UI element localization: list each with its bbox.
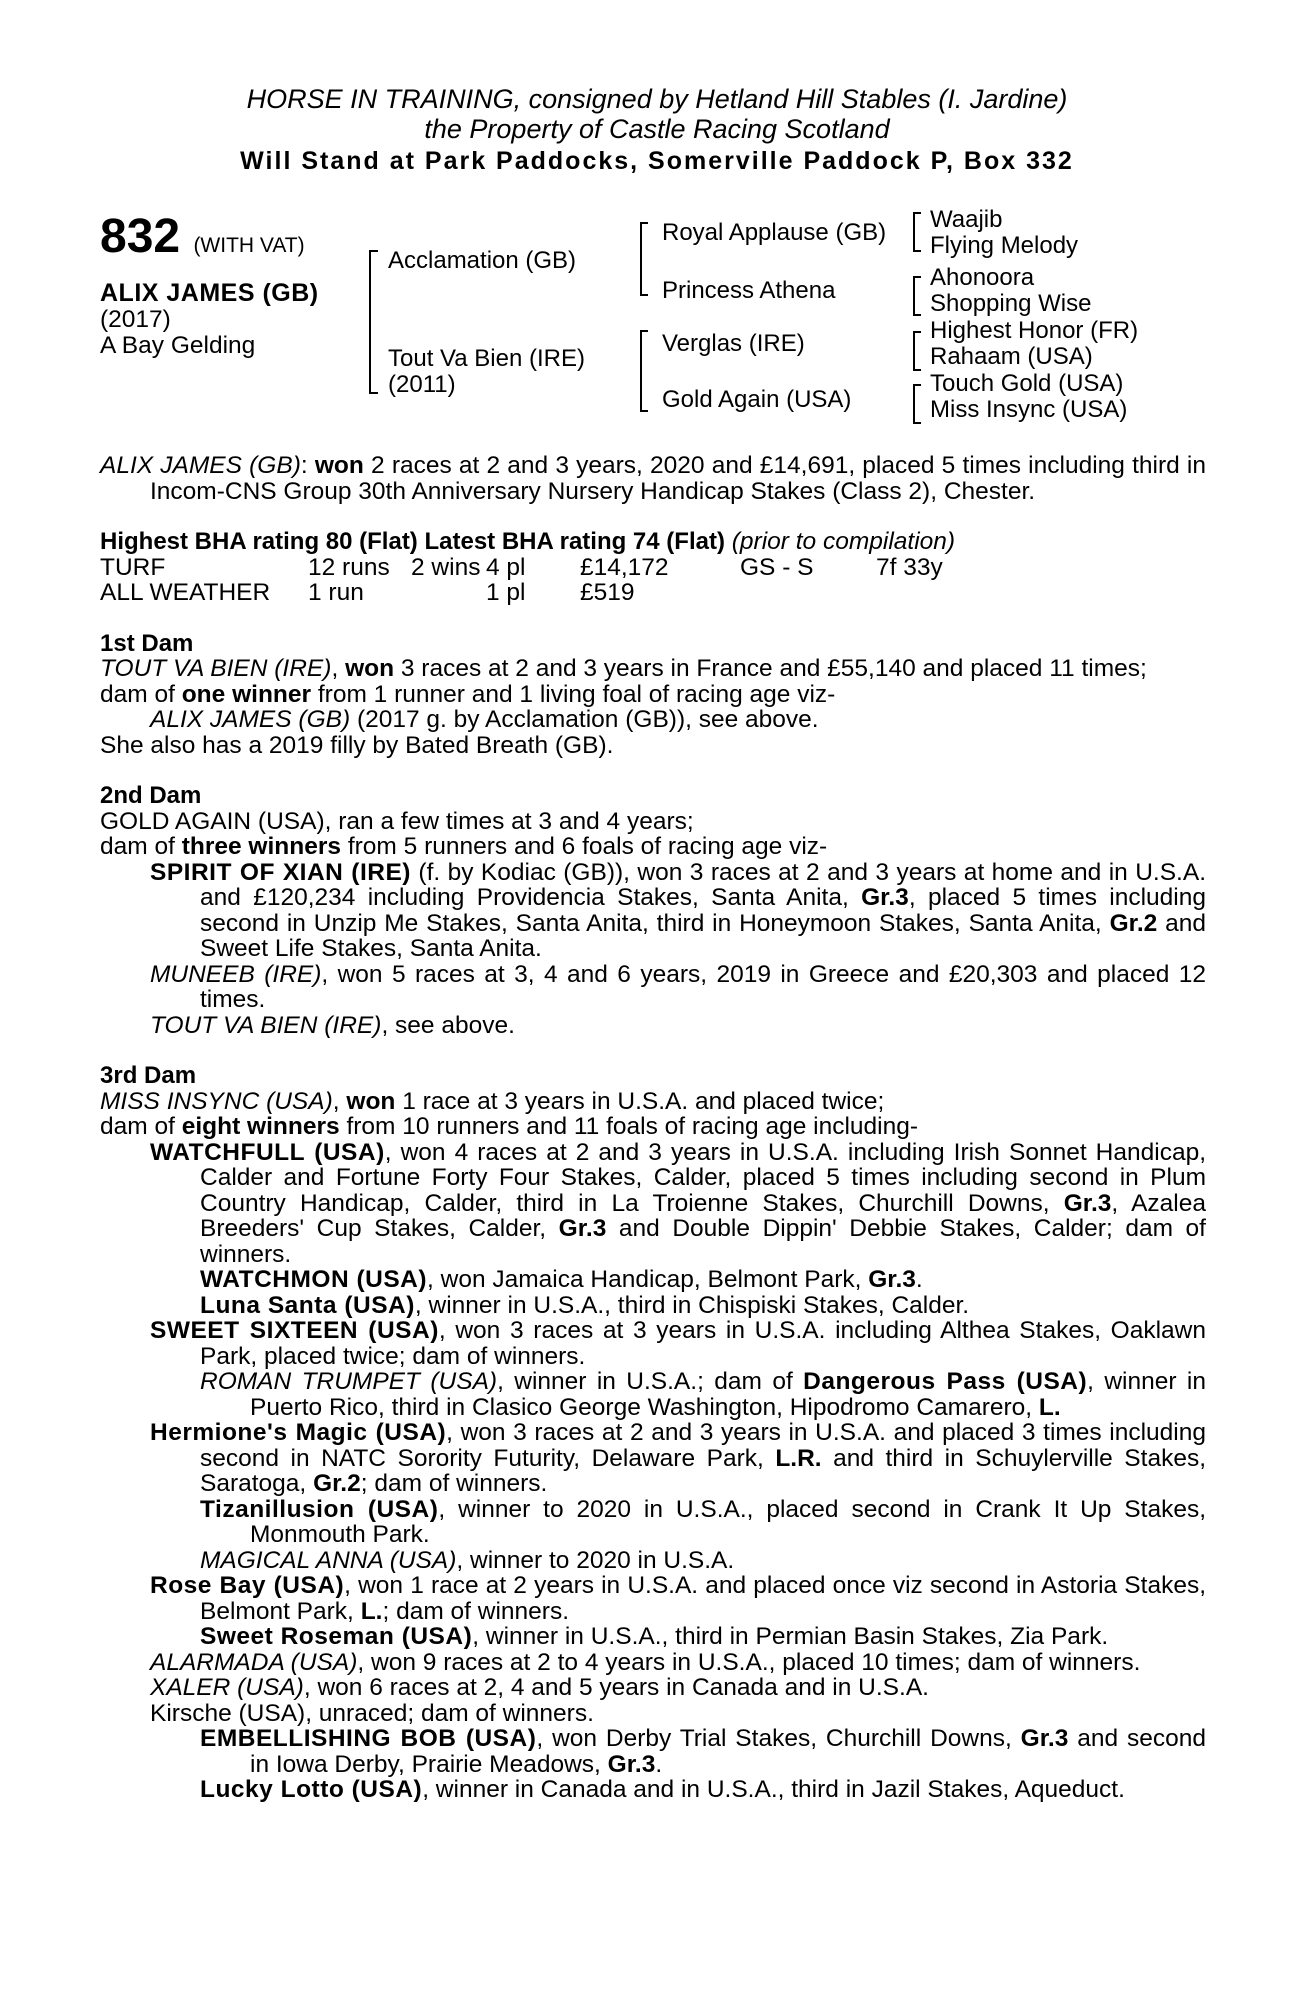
runs-cell: 12 runs: [308, 553, 390, 581]
grade-label: L.R.: [775, 1444, 822, 1472]
horse-description: A Bay Gelding: [100, 332, 256, 359]
sire-dam: Princess Athena: [662, 277, 836, 304]
brace-sd: [913, 276, 921, 316]
progeny-text: and second in Iowa Derby, Prairie Meadows,: [250, 1725, 1207, 1778]
summary-text: 2 races at 2 and 3 years, 2020 and £14,691, placed 5 times including third in Incom-CNS Group 30th Anniversary Nursery Handicap Stakes (Class 2), Chester.: [150, 452, 1206, 505]
progeny-name: ALARMADA (USA): [150, 1648, 358, 1676]
distance-cell: [876, 580, 943, 606]
progeny-name: WATCHMON (USA): [200, 1266, 428, 1293]
progeny-name: ROMAN TRUMPET (USA): [200, 1368, 498, 1395]
header-property: the Property of Castle Racing Scotland: [424, 114, 890, 144]
progeny-name: Dangerous Pass (USA): [803, 1368, 1088, 1395]
ss-sire: Waajib: [930, 206, 1003, 233]
progeny-xaler: [100, 1675, 1206, 1701]
summary-colon: :: [300, 452, 315, 479]
progeny-spirit-of-xian: [100, 860, 1206, 962]
progeny-text: , won 6 races at 2, 4 and 5 years in Canada and in U.S.A.: [303, 1674, 929, 1701]
going-cell: GS - S: [740, 553, 814, 581]
grade-label: Gr.3: [1063, 1189, 1112, 1217]
progeny-magical-anna: [100, 1548, 1206, 1574]
going-cell: [740, 580, 876, 606]
table-row: [100, 580, 943, 606]
sd-dam: Shopping Wise: [930, 290, 1092, 317]
race-record-table: [100, 555, 943, 606]
progeny-watchmon: [100, 1267, 1206, 1293]
progeny-text: , placed 5 times including second in Unzip Me Stakes, Santa Anita, third in Honeymoon Stakes, Santa Anita,: [200, 884, 1206, 937]
progeny-name: MAGICAL ANNA (USA): [200, 1546, 457, 1574]
dam1-produce: [100, 682, 1206, 708]
dam1-progeny: [100, 707, 1206, 733]
dam-sire: Verglas (IRE): [662, 330, 805, 357]
distance-cell: 7f 33y: [876, 553, 943, 581]
progeny-text: , won 5 races at 3, 4 and 6 years, 2019 in Greece and £20,303 and placed 12 times.: [200, 960, 1206, 1013]
progeny-name: Luna Santa (USA): [200, 1291, 415, 1319]
progeny-text: (2017 g. by Acclamation (GB)), see above.: [350, 706, 819, 733]
progeny-watchfull: [100, 1140, 1206, 1268]
earnings-cell: £14,172: [580, 553, 669, 581]
progeny-name: Lucky Lotto (USA): [200, 1776, 423, 1803]
dam-dam: Gold Again (USA): [662, 386, 852, 413]
progeny-kirsche: Kirsche (USA), unraced; dam of winners.: [150, 1699, 594, 1727]
progeny-name: Sweet Roseman (USA): [200, 1623, 473, 1650]
progeny-sweet-roseman: [100, 1624, 1206, 1650]
surface-cell: ALL WEATHER: [100, 579, 271, 606]
progeny-lucky-lotto: [100, 1777, 1206, 1803]
progeny-text: , winner in Puerto Rico, third in Clasico George Washington, Hipodromo Camarero,: [250, 1368, 1206, 1421]
progeny-text: .: [655, 1750, 663, 1778]
progeny-text: and third in Schuylerville Stakes, Saratoga,: [200, 1444, 1207, 1497]
progeny-name: Tizanillusion (USA): [200, 1495, 439, 1523]
grade-label: Gr.3: [558, 1215, 607, 1242]
lot-number: [100, 212, 305, 271]
dam2-record: GOLD AGAIN (USA), ran a few times at 3 and 4 years;: [100, 807, 694, 835]
header-location: Will Stand at Park Paddocks, Somerville Paddock P, Box 332: [240, 147, 1074, 175]
progeny-name: XALER (USA): [150, 1674, 304, 1701]
progeny-text: , won Jamaica Handicap, Belmont Park,: [427, 1266, 869, 1293]
summary-name: ALIX JAMES (GB): [100, 452, 301, 479]
dam3-winners: eight winners: [181, 1113, 340, 1140]
progeny-name: MUNEEB (IRE): [150, 960, 322, 988]
progeny-name: SPIRIT OF XIAN (IRE): [150, 858, 411, 886]
brace-dd: [913, 384, 921, 424]
brace-gen1: [369, 250, 378, 394]
ratings-heading: [100, 529, 1206, 555]
progeny-name: EMBELLISHING BOB (USA): [200, 1725, 537, 1752]
dam1-produce-text: from 1 runner and 1 living foal of racing age viz-: [311, 680, 836, 708]
progeny-text: , winner in U.S.A., third in Permian Basin Stakes, Zia Park.: [472, 1623, 1109, 1650]
progeny-name: TOUT VA BIEN (IRE): [150, 1011, 382, 1039]
dam1-text: 3 races at 2 and 3 years in France and £55,140 and placed 11 times;: [394, 655, 1147, 682]
progeny-embellishing-bob: [100, 1726, 1206, 1777]
ds-sire: Highest Honor (FR): [930, 317, 1139, 344]
grade-label: Gr.2: [1109, 909, 1158, 937]
progeny-muneeb: [100, 962, 1206, 1013]
progeny-name: Rose Bay (USA): [150, 1572, 345, 1599]
progeny-text: , won 3 races at 2 and 3 years in U.S.A. and placed 3 times including second in NATC Sorority Futurity, Delaware Park,: [200, 1419, 1207, 1472]
dam2-produce-text: from 5 runners and 6 foals of racing age viz-: [341, 833, 828, 860]
dam3-won: won: [346, 1087, 396, 1115]
progeny-text: .: [915, 1266, 923, 1293]
summary: [100, 453, 1206, 504]
grade-label: L.: [360, 1597, 383, 1625]
dam1-heading: 1st Dam: [100, 629, 194, 657]
dd-dam: Miss Insync (USA): [930, 396, 1128, 423]
brace-ss: [913, 212, 921, 252]
progeny-alarmada: [100, 1650, 1206, 1676]
progeny-text: , won 4 races at 2 and 3 years in U.S.A. including Irish Sonnet Handicap, Calder and Fortune Forty Four Stakes, Calder, placed 5 times including second in Plum Country Handicap, Calder, third in La Troienne Stakes, Churchill Downs,: [200, 1138, 1207, 1217]
progeny-sweet-sixteen: [100, 1318, 1206, 1369]
progeny-rose-bay: [100, 1573, 1206, 1624]
dam1-also: She also has a 2019 filly by Bated Breath (GB).: [100, 731, 614, 759]
progeny-tizanillusion: [100, 1497, 1206, 1548]
runs-cell: 1 run: [308, 579, 364, 606]
lot-number-value: 832: [100, 210, 181, 263]
progeny-text: , see above.: [381, 1011, 515, 1039]
brace-ds: [913, 331, 921, 371]
brace-dam: [640, 330, 648, 412]
progeny-text: , won Derby Trial Stakes, Churchill Downs,: [536, 1725, 1021, 1752]
dam1-record: TOUT VA BIEN (IRE), won 3 races at 2 and 3 years in France and £55,140 and placed 11 times;: [100, 655, 1147, 682]
progeny-text: , Azalea Breeders' Cup Stakes, Calder,: [200, 1189, 1206, 1242]
progeny-name: Hermione's Magic (USA): [150, 1419, 447, 1446]
dam2-heading: 2nd Dam: [100, 782, 202, 809]
progeny-roman-trumpet: [100, 1369, 1206, 1420]
dam1-damof: dam of: [100, 680, 182, 708]
progeny-text: , won 3 races at 3 years in U.S.A. including Althea Stakes, Oaklawn Park, placed twice; dam of winners.: [200, 1317, 1207, 1370]
grade-label: Gr.3: [607, 1750, 656, 1778]
progeny-text: , winner to 2020 in U.S.A., placed second in Crank It Up Stakes, Monmouth Park.: [250, 1495, 1207, 1548]
summary-won: won: [314, 452, 364, 479]
progeny-text: , winner in Canada and in U.S.A., third in Jazil Stakes, Aqueduct.: [422, 1776, 1125, 1803]
progeny-hermiones-magic: [100, 1420, 1206, 1497]
header-consignor: HORSE IN TRAINING, consigned by Hetland Hill Stables (I. Jardine): [246, 84, 1068, 114]
dam3-text: 1 race at 3 years in U.S.A. and placed twice;: [395, 1087, 885, 1115]
dam2-damof: dam of: [100, 833, 182, 860]
dam3-damof: dam of: [100, 1113, 182, 1140]
sire: Acclamation (GB): [388, 247, 577, 274]
dd-sire: Touch Gold (USA): [930, 370, 1124, 397]
progeny-name: ALIX JAMES (GB): [150, 706, 351, 733]
dam3-heading: 3rd Dam: [100, 1062, 197, 1089]
dam3-produce: [100, 1114, 1206, 1140]
wins-cell: [411, 580, 486, 606]
progeny-tout-va-bien: [100, 1013, 1206, 1039]
dam3-produce-text: from 10 runners and 11 foals of racing age including-: [339, 1113, 918, 1140]
ss-dam: Flying Melody: [930, 232, 1079, 259]
dam1-name: TOUT VA BIEN (IRE): [100, 655, 332, 682]
horse-year: (2017): [100, 306, 171, 333]
wins-cell: 2 wins: [411, 553, 481, 581]
progeny-text: (f. by Kodiac (GB)), won 3 races at 2 and 3 years at home and in U.S.A. and £120,234 including Providencia Stakes, Santa Anita,: [200, 858, 1207, 911]
grade-label: Gr.3: [861, 884, 909, 911]
grade-label: Gr.3: [1020, 1725, 1069, 1752]
surface-cell: TURF: [100, 553, 166, 581]
progeny-name: WATCHFULL (USA): [150, 1138, 385, 1166]
placed-cell: 4 pl: [486, 553, 526, 581]
progeny-text: , winner in U.S.A., third in Chispiski Stakes, Calder.: [414, 1291, 970, 1319]
progeny-text: , winner in U.S.A.; dam of: [497, 1368, 804, 1395]
horse-name: ALIX JAMES (GB): [100, 279, 319, 307]
dam-year: (2011): [388, 371, 456, 398]
sire-sire: Royal Applause (GB): [662, 219, 887, 246]
grade-label: Gr.2: [313, 1470, 361, 1497]
earnings-cell: £519: [580, 579, 635, 606]
placed-cell: 1 pl: [486, 579, 526, 606]
ratings-title: Highest BHA rating 80 (Flat) Latest BHA rating 74 (Flat): [100, 528, 725, 555]
dam3-record: MISS INSYNC (USA), won 1 race at 3 years in U.S.A. and placed twice;: [100, 1087, 885, 1115]
grade-label: Gr.3: [868, 1266, 916, 1293]
progeny-text: , won 9 races at 2 to 4 years in U.S.A., placed 10 times; dam of winners.: [357, 1648, 1141, 1676]
table-row: [100, 555, 943, 581]
ds-dam: Rahaam (USA): [930, 343, 1093, 370]
progeny-text: ; dam of winners.: [360, 1470, 548, 1497]
dam2-winners: three winners: [181, 833, 342, 860]
progeny-text: , won 1 race at 2 years in U.S.A. and placed once viz second in Astoria Stakes, Belmont Park,: [200, 1572, 1206, 1625]
progeny-text: and Sweet Life Stakes, Santa Anita.: [200, 909, 1206, 962]
brace-sire: [640, 222, 648, 296]
dam3-name: MISS INSYNC (USA): [100, 1087, 333, 1115]
body-text: [100, 453, 1206, 1803]
progeny-text: and Double Dippin' Debbie Stakes, Calder; dam of winners.: [200, 1215, 1206, 1268]
progeny-text: , winner to 2020 in U.S.A.: [456, 1546, 735, 1574]
progeny-name: SWEET SIXTEEN (USA): [150, 1317, 439, 1344]
ratings-note: (prior to compilation): [731, 528, 956, 555]
vat-note: (WITH VAT): [193, 234, 305, 257]
progeny-luna-santa: [100, 1293, 1206, 1319]
sd-sire: Ahonoora: [930, 264, 1035, 291]
progeny-text: ; dam of winners.: [382, 1597, 570, 1625]
dam: Tout Va Bien (IRE): [388, 345, 585, 372]
dam1-winners: one winner: [181, 680, 312, 708]
dam1-won: won: [345, 655, 395, 682]
grade-label: L.: [1038, 1393, 1061, 1421]
dam2-produce: [100, 834, 1206, 860]
